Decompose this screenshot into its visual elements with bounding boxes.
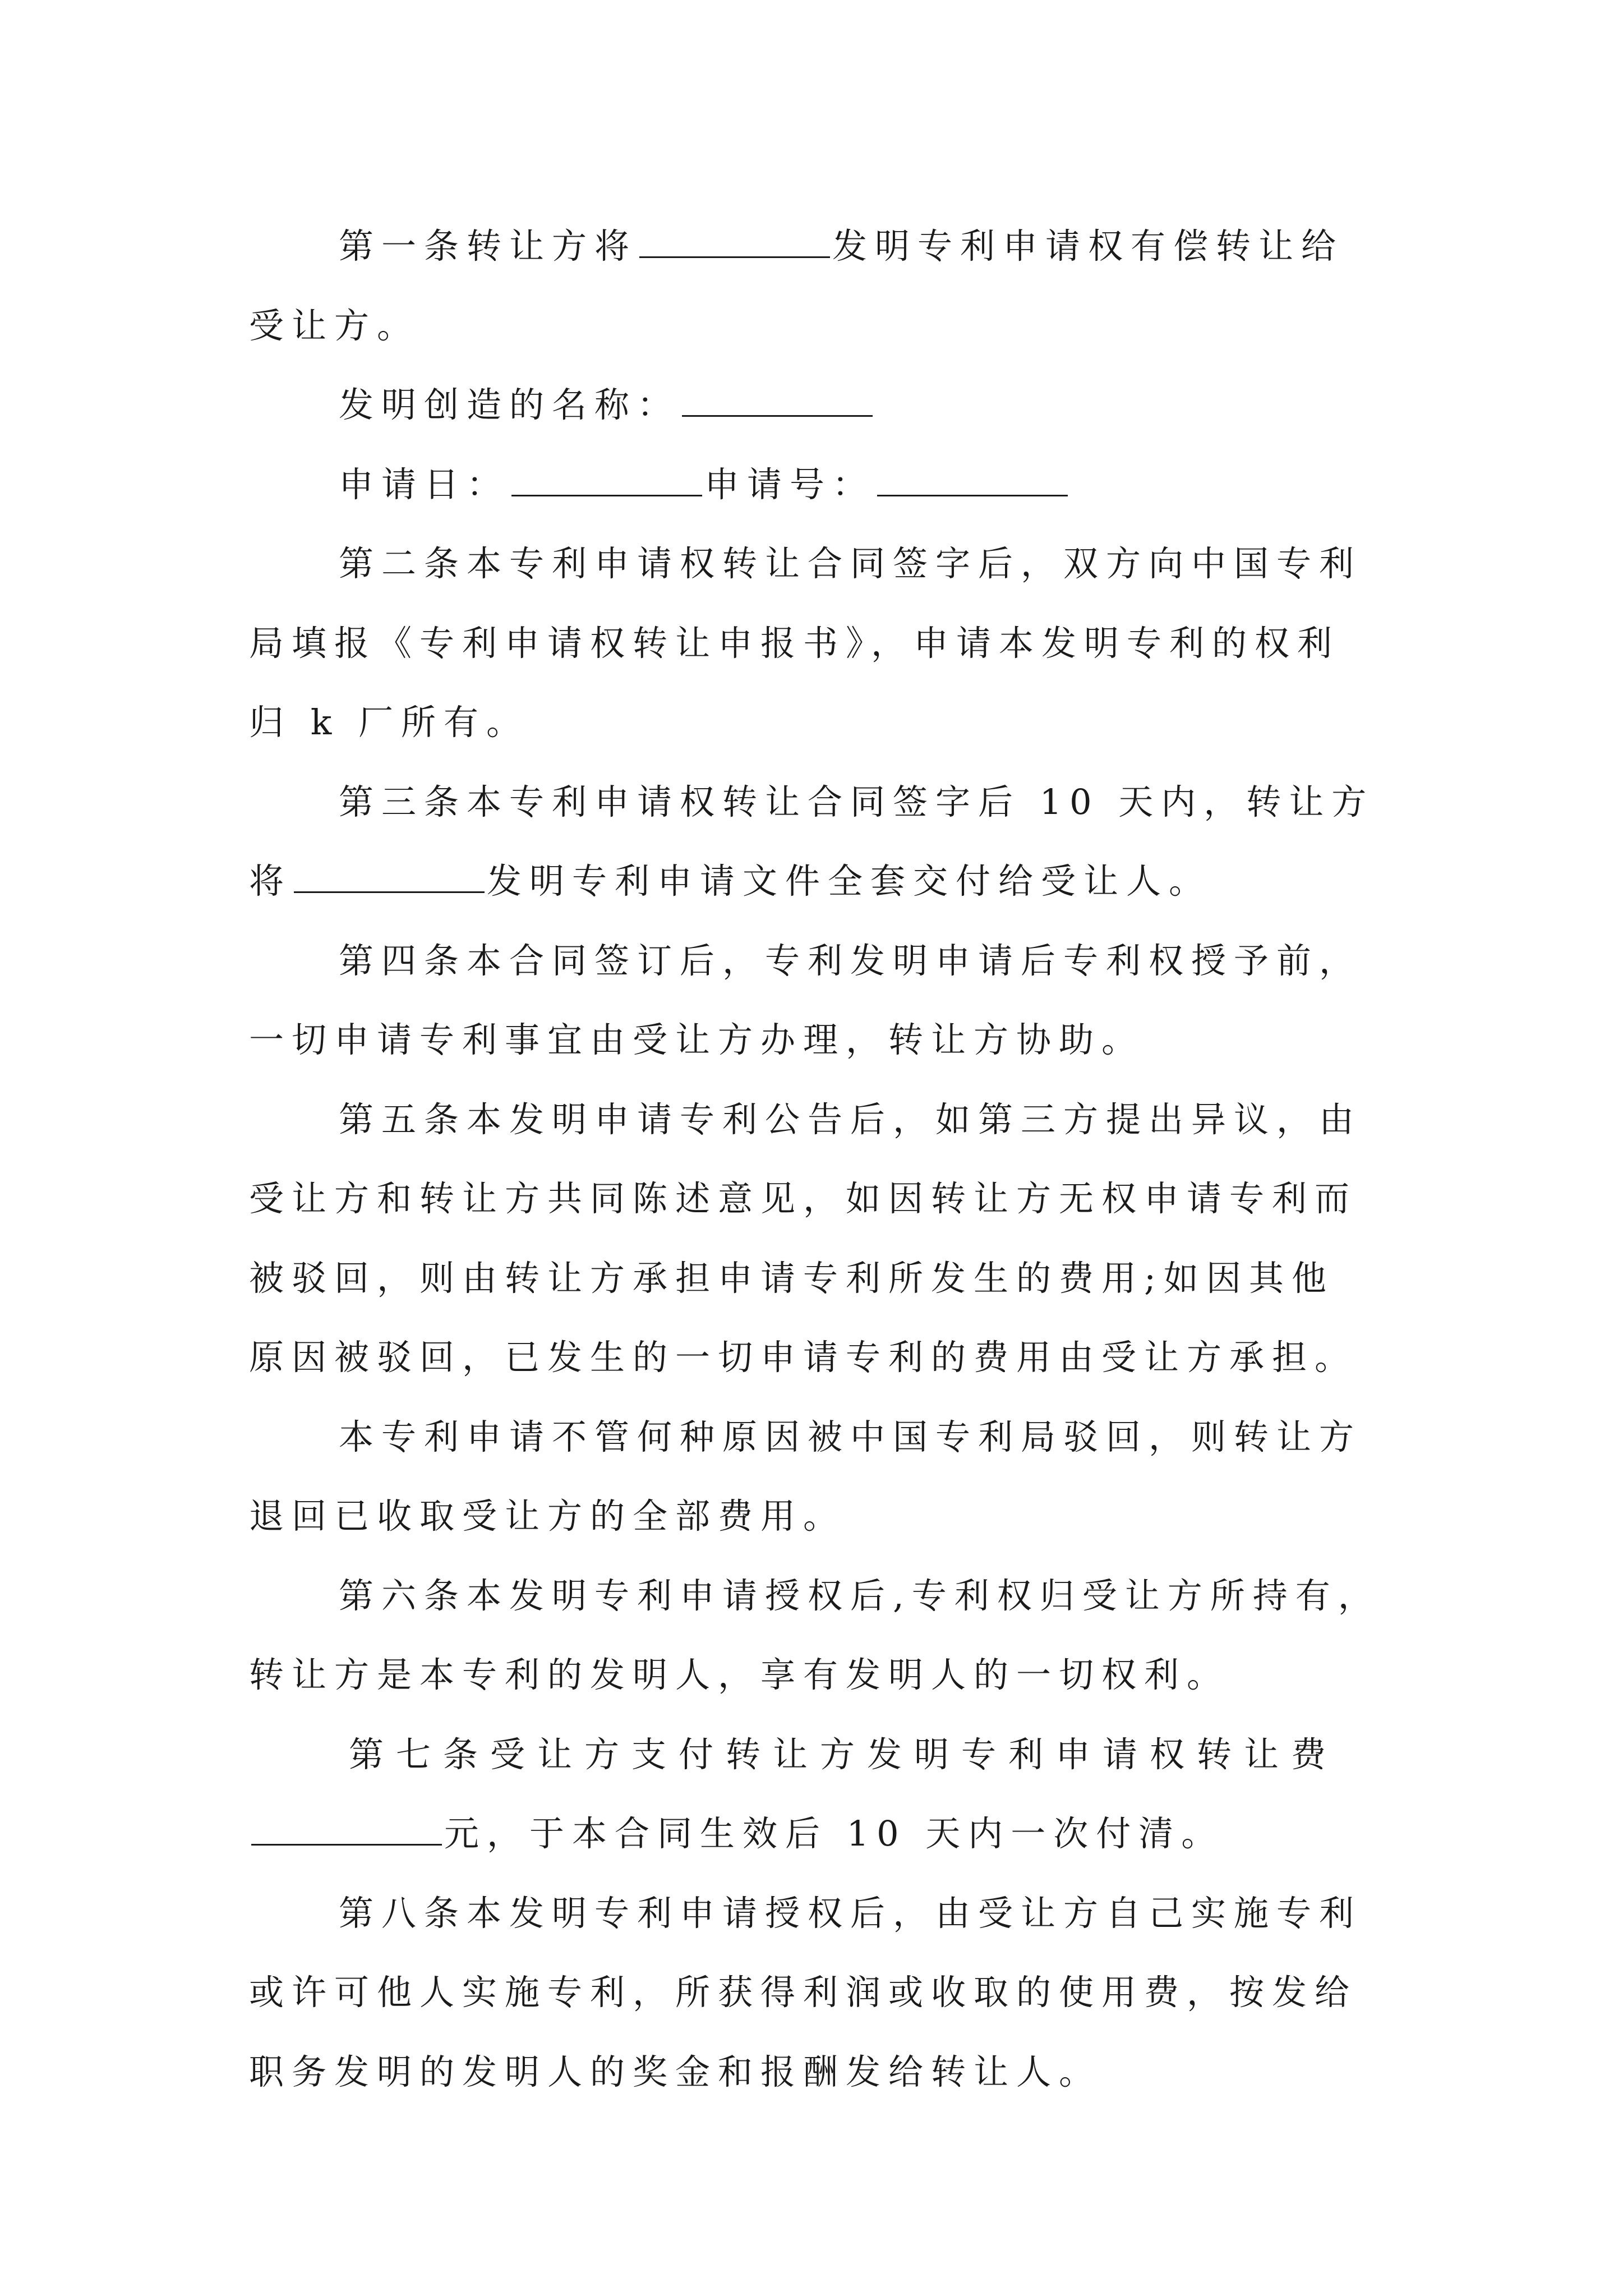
- article-6-line-2: 转让方是本专利的发明人，享有发明人的一切权利。: [249, 1654, 1230, 1695]
- article-7-line-2: [249, 1794, 1374, 1874]
- contract-body: [249, 206, 1381, 2111]
- article-2-line-2: 局填报《专利申请权转让申报书》，申请本发明专利的权利: [249, 622, 1340, 664]
- blank-field-application-date: [511, 464, 702, 496]
- article-2-line-1: 第二条本专利申请权转让合同签字后，双方向中国专利: [339, 543, 1362, 584]
- application-date-label: 申请日：: [339, 463, 510, 505]
- article-5-line-2: 受让方和转让方共同陈述意见，如因转让方无权申请专利而: [249, 1178, 1358, 1219]
- article-5-line-5: 本专利申请不管何种原因被中国专利局驳回，则转让方: [339, 1416, 1362, 1457]
- blank-field-patent-docs: [294, 861, 485, 893]
- article-2-line-3: 归 k 厂所有。: [249, 702, 529, 743]
- article-3-text: 将: [249, 861, 292, 901]
- article-7-line-1: 第七条受让方支付转让方发明专利申请权转让费: [349, 1733, 1339, 1775]
- article-1-text: 第一条转让方将: [339, 226, 638, 266]
- article-4-line-2: 一切申请专利事宜由受让方办理，转让方协助。: [249, 1019, 1145, 1060]
- article-4-line-1: 第四条本合同签订后，专利发明申请后专利权授予前，: [339, 940, 1362, 981]
- blank-field-invention-name: [682, 385, 873, 417]
- article-8-line-2: 或许可他人实施专利，所获得利润或收取的使用费，按发给: [249, 1972, 1358, 2013]
- application-number-label: 申请号：: [704, 463, 875, 505]
- article-6-line-1: 第六条本发明专利申请授权后,专利权归受让方所持有，: [339, 1575, 1381, 1616]
- article-8-line-3: 职务发明的发明人的奖金和报酬发给转让人。: [249, 2051, 1102, 2092]
- invention-name-row: [249, 365, 1374, 445]
- article-1-line-2: 受让方。: [249, 305, 420, 346]
- article-3-line-2: [249, 841, 1374, 921]
- article-3-line-1: 第三条本专利申请权转让合同签字后 10 天内，转让方: [339, 781, 1375, 822]
- article-5-line-4: 原因被驳回，已发生的一切申请专利的费用由受让方承担。: [249, 1337, 1358, 1378]
- article-5-line-1: 第五条本发明申请专利公告后，如第三方提出异议，由: [339, 1098, 1362, 1140]
- article-8-line-1: 第八条本发明专利申请授权后，由受让方自己实施专利: [339, 1892, 1362, 1934]
- article-7-text-cont: 元，于本合同生效后 10 天内一次付清。: [444, 1813, 1224, 1854]
- article-1-text-cont: 发明专利申请权有偿转让给: [832, 226, 1344, 266]
- invention-name-label: 发明创造的名称：: [339, 384, 680, 425]
- blank-field-invention: [639, 226, 830, 258]
- blank-field-application-number: [877, 464, 1068, 496]
- article-1-line-1: [249, 206, 1374, 286]
- blank-field-fee-amount: [251, 1814, 442, 1846]
- article-5-line-6: 退回已收取受让方的全部费用。: [249, 1496, 846, 1536]
- application-info-row: [249, 445, 1374, 524]
- article-5-line-3: 被驳回，则由转让方承担申请专利所发生的费用;如因其他: [249, 1257, 1334, 1299]
- article-3-text-cont: 发明专利申请文件全套交付给受让人。: [487, 861, 1212, 901]
